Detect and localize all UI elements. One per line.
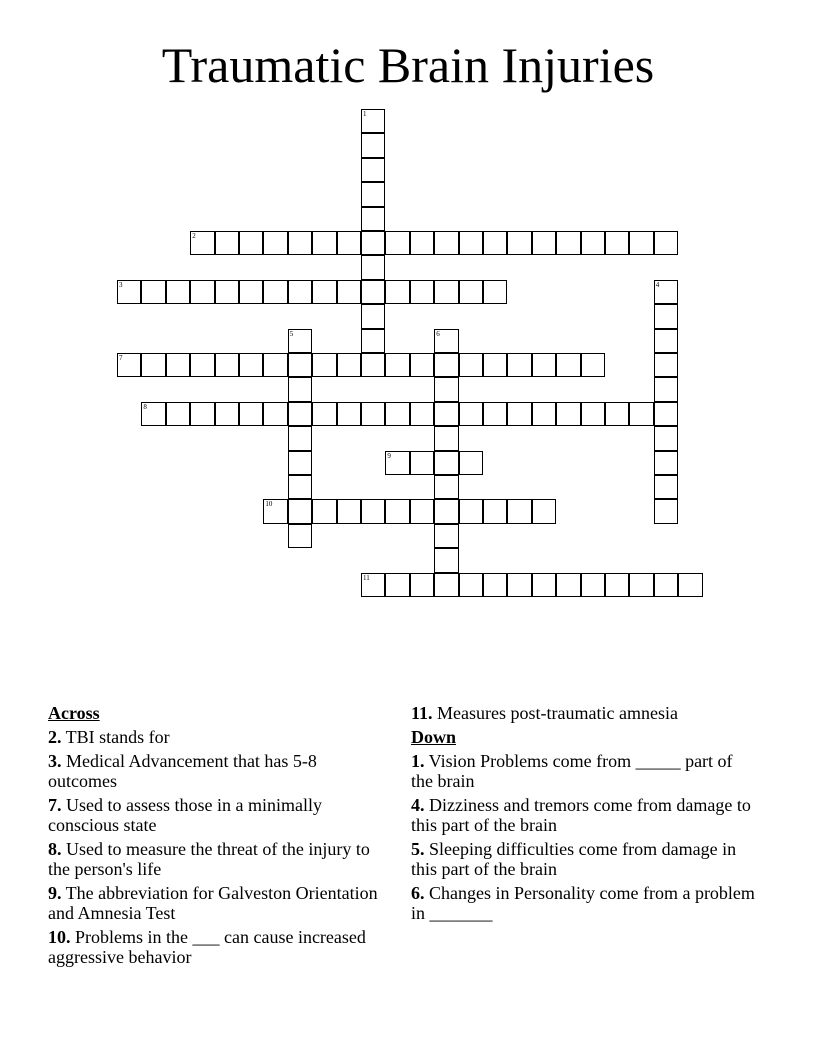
clue-text: The abbreviation for Galveston Orientation and Amnesia Test	[48, 883, 378, 923]
crossword-cell[interactable]	[361, 402, 385, 426]
crossword-cell[interactable]	[434, 548, 458, 572]
crossword-cell[interactable]	[385, 451, 409, 475]
clue-text: Vision Problems come from _____ part of the brain	[411, 751, 733, 791]
clue-text: TBI stands for	[61, 727, 170, 747]
crossword-cell[interactable]	[215, 353, 239, 377]
crossword-cell[interactable]	[337, 499, 361, 523]
crossword-cell[interactable]	[532, 353, 556, 377]
crossword-cell[interactable]	[654, 451, 678, 475]
crossword-cell[interactable]	[654, 329, 678, 353]
crossword-cell[interactable]	[263, 402, 287, 426]
crossword-cell[interactable]	[459, 451, 483, 475]
clue-text: Used to measure the threat of the injury to the person's life	[48, 839, 370, 879]
crossword-cell[interactable]	[459, 280, 483, 304]
clue-number: 6.	[411, 883, 425, 903]
crossword-cell[interactable]	[483, 280, 507, 304]
clue-number: 10.	[48, 927, 71, 947]
crossword-cell[interactable]	[215, 231, 239, 255]
crossword-cell[interactable]	[483, 402, 507, 426]
clue-number: 4.	[411, 795, 425, 815]
crossword-cell[interactable]	[385, 231, 409, 255]
cell-number: 4	[655, 280, 660, 289]
crossword-cell[interactable]	[288, 499, 312, 523]
crossword-cell[interactable]	[654, 475, 678, 499]
crossword-cell[interactable]	[263, 353, 287, 377]
crossword-cell[interactable]	[434, 280, 458, 304]
crossword-cell[interactable]	[361, 158, 385, 182]
crossword-cell[interactable]	[239, 402, 263, 426]
crossword-cell[interactable]	[166, 402, 190, 426]
crossword-cell[interactable]	[166, 280, 190, 304]
clue-down-5	[411, 839, 756, 879]
crossword-cell[interactable]	[361, 255, 385, 279]
crossword-cell[interactable]	[190, 402, 214, 426]
clue-across-11	[411, 703, 756, 723]
crossword-cell[interactable]	[483, 573, 507, 597]
crossword-cell[interactable]	[288, 329, 312, 353]
crossword-cell[interactable]	[507, 499, 531, 523]
crossword-cell[interactable]	[654, 402, 678, 426]
crossword-cell[interactable]	[312, 402, 336, 426]
crossword-cell[interactable]	[410, 499, 434, 523]
clue-across-10	[48, 927, 378, 967]
cell-number: 9	[387, 451, 391, 460]
crossword-cell[interactable]	[434, 499, 458, 523]
crossword-cell[interactable]	[459, 353, 483, 377]
crossword-cell[interactable]	[117, 353, 141, 377]
crossword-cell[interactable]	[434, 402, 458, 426]
crossword-cell[interactable]	[483, 353, 507, 377]
clue-across-3	[48, 751, 378, 791]
clue-number: 9.	[48, 883, 62, 903]
crossword-cell[interactable]	[434, 451, 458, 475]
crossword-cell[interactable]	[361, 499, 385, 523]
crossword-cell[interactable]	[629, 573, 653, 597]
crossword-cell[interactable]	[288, 402, 312, 426]
crossword-cell[interactable]	[263, 280, 287, 304]
crossword-cell[interactable]	[654, 231, 678, 255]
crossword-cell[interactable]	[337, 402, 361, 426]
crossword-cell[interactable]	[556, 353, 580, 377]
crossword-cell[interactable]	[507, 231, 531, 255]
crossword-cell[interactable]	[532, 499, 556, 523]
cell-number: 7	[119, 354, 123, 362]
crossword-cell[interactable]	[605, 402, 629, 426]
crossword-cell[interactable]	[556, 573, 580, 597]
crossword-cell[interactable]	[288, 280, 312, 304]
crossword-cell[interactable]	[239, 280, 263, 304]
crossword-cell[interactable]	[507, 402, 531, 426]
crossword-cell[interactable]	[605, 231, 629, 255]
crossword-cell[interactable]	[166, 353, 190, 377]
clue-number: 11.	[411, 703, 433, 723]
crossword-cell[interactable]	[239, 353, 263, 377]
crossword-cell[interactable]	[361, 304, 385, 328]
clue-text: Dizziness and tremors come from damage to this part of the brain	[411, 795, 751, 835]
crossword-cell[interactable]	[434, 353, 458, 377]
crossword-cell[interactable]	[141, 402, 165, 426]
crossword-cell[interactable]	[581, 231, 605, 255]
clue-number: 1.	[411, 751, 425, 771]
clue-number: 2.	[48, 727, 62, 747]
crossword-cell[interactable]	[410, 573, 434, 597]
clues-right-column	[411, 703, 756, 927]
crossword-cell[interactable]	[385, 499, 409, 523]
crossword-cell[interactable]	[337, 280, 361, 304]
clue-text: Sleeping difficulties come from damage in this part of the brain	[411, 839, 737, 879]
crossword-cell[interactable]	[434, 524, 458, 548]
crossword-cell[interactable]	[337, 353, 361, 377]
clue-text: Measures post-traumatic amnesia	[432, 703, 678, 723]
crossword-cell[interactable]	[581, 573, 605, 597]
crossword-cell[interactable]	[654, 426, 678, 450]
clue-number: 5.	[411, 839, 425, 859]
across-heading: Across	[48, 703, 100, 723]
crossword-cell[interactable]	[507, 353, 531, 377]
clue-down-4	[411, 795, 756, 835]
crossword-cell[interactable]	[312, 499, 336, 523]
crossword-cell[interactable]	[361, 353, 385, 377]
crossword-cell[interactable]	[410, 280, 434, 304]
crossword-cell[interactable]	[410, 231, 434, 255]
crossword-cell[interactable]	[312, 280, 336, 304]
crossword-cell[interactable]	[190, 353, 214, 377]
crossword-cell[interactable]	[312, 231, 336, 255]
clues-left-column	[48, 703, 378, 971]
crossword-cell[interactable]	[141, 280, 165, 304]
crossword-cell[interactable]	[434, 329, 458, 353]
crossword-cell[interactable]	[141, 353, 165, 377]
crossword-cell[interactable]	[239, 231, 263, 255]
crossword-cell[interactable]	[288, 451, 312, 475]
crossword-cell[interactable]	[434, 475, 458, 499]
clue-number: 8.	[48, 839, 62, 859]
puzzle-title: Traumatic Brain Injuries	[161, 37, 655, 93]
crossword-cell[interactable]	[532, 402, 556, 426]
crossword-cell[interactable]	[410, 451, 434, 475]
crossword-cell[interactable]	[117, 280, 141, 304]
crossword-cell[interactable]	[288, 231, 312, 255]
crossword-cell[interactable]	[410, 402, 434, 426]
crossword-cell[interactable]	[361, 182, 385, 206]
clue-across-8	[48, 839, 378, 879]
crossword-cell[interactable]	[459, 499, 483, 523]
crossword-cell[interactable]	[654, 353, 678, 377]
cell-number: 1	[363, 110, 367, 118]
clue-number: 3.	[48, 751, 62, 771]
crossword-cell[interactable]	[361, 133, 385, 157]
crossword-cell[interactable]	[629, 231, 653, 255]
cell-number: 10	[265, 500, 273, 509]
crossword-cell[interactable]	[361, 231, 385, 255]
crossword-cell[interactable]	[312, 353, 336, 377]
crossword-cell[interactable]	[459, 231, 483, 255]
crossword-cell[interactable]	[678, 573, 702, 597]
crossword-cell[interactable]	[361, 207, 385, 231]
crossword-cell[interactable]	[532, 231, 556, 255]
clue-across-7	[48, 795, 378, 835]
clue-number: 7.	[48, 795, 62, 815]
crossword-cell[interactable]	[288, 475, 312, 499]
crossword-cell[interactable]	[434, 426, 458, 450]
crossword-cell[interactable]	[263, 499, 287, 523]
clue-text: Medical Advancement that has 5-8 outcomes	[48, 751, 317, 791]
crossword-cell[interactable]	[434, 377, 458, 401]
clue-down-6	[411, 883, 756, 923]
crossword-cell[interactable]	[385, 353, 409, 377]
cell-number: 3	[119, 280, 123, 289]
crossword-cell[interactable]	[556, 231, 580, 255]
crossword-cell[interactable]	[434, 231, 458, 255]
crossword-cell[interactable]	[288, 377, 312, 401]
cell-number: 11	[363, 573, 370, 582]
crossword-cell[interactable]	[434, 573, 458, 597]
crossword-cell[interactable]	[654, 377, 678, 401]
crossword-cell[interactable]	[654, 499, 678, 523]
clue-down-1	[411, 751, 756, 791]
clue-across-9	[48, 883, 378, 923]
clue-text: Used to assess those in a minimally conscious state	[48, 795, 322, 835]
crossword-cell[interactable]	[263, 231, 287, 255]
crossword-cell[interactable]	[385, 280, 409, 304]
crossword-cell[interactable]	[385, 573, 409, 597]
crossword-cell[interactable]	[581, 353, 605, 377]
crossword-cell[interactable]	[459, 402, 483, 426]
crossword-cell[interactable]	[556, 402, 580, 426]
crossword-cell[interactable]	[361, 280, 385, 304]
cell-number: 2	[192, 232, 196, 240]
crossword-cell[interactable]	[410, 353, 434, 377]
clue-across-2	[48, 727, 378, 747]
crossword-cell[interactable]	[190, 280, 214, 304]
crossword-cell[interactable]	[654, 304, 678, 328]
crossword-cell[interactable]	[385, 402, 409, 426]
crossword-cell[interactable]	[190, 231, 214, 255]
crossword-cell[interactable]	[361, 573, 385, 597]
clue-text: Changes in Personality come from a problem in _______	[411, 883, 755, 923]
crossword-cell[interactable]	[361, 329, 385, 353]
crossword-cell[interactable]	[215, 402, 239, 426]
cell-number: 6	[436, 329, 440, 338]
cell-number: 8	[143, 402, 147, 411]
crossword-cell[interactable]	[654, 280, 678, 304]
crossword-cell[interactable]	[581, 402, 605, 426]
clue-text: Problems in the ___ can cause increased aggressive behavior	[48, 927, 366, 967]
crossword-cell[interactable]	[288, 353, 312, 377]
crossword-cell[interactable]	[288, 524, 312, 548]
crossword-cell[interactable]	[361, 109, 385, 133]
crossword-cell[interactable]	[483, 231, 507, 255]
crossword-cell[interactable]	[337, 231, 361, 255]
crossword-cell[interactable]	[605, 573, 629, 597]
cell-number: 5	[289, 329, 294, 338]
crossword-cell[interactable]	[507, 573, 531, 597]
crossword-cell[interactable]	[629, 402, 653, 426]
crossword-cell[interactable]	[459, 573, 483, 597]
down-heading: Down	[411, 727, 457, 747]
crossword-cell[interactable]	[483, 499, 507, 523]
crossword-cell[interactable]	[288, 426, 312, 450]
crossword-cell[interactable]	[654, 573, 678, 597]
crossword-cell[interactable]	[532, 573, 556, 597]
crossword-cell[interactable]	[215, 280, 239, 304]
